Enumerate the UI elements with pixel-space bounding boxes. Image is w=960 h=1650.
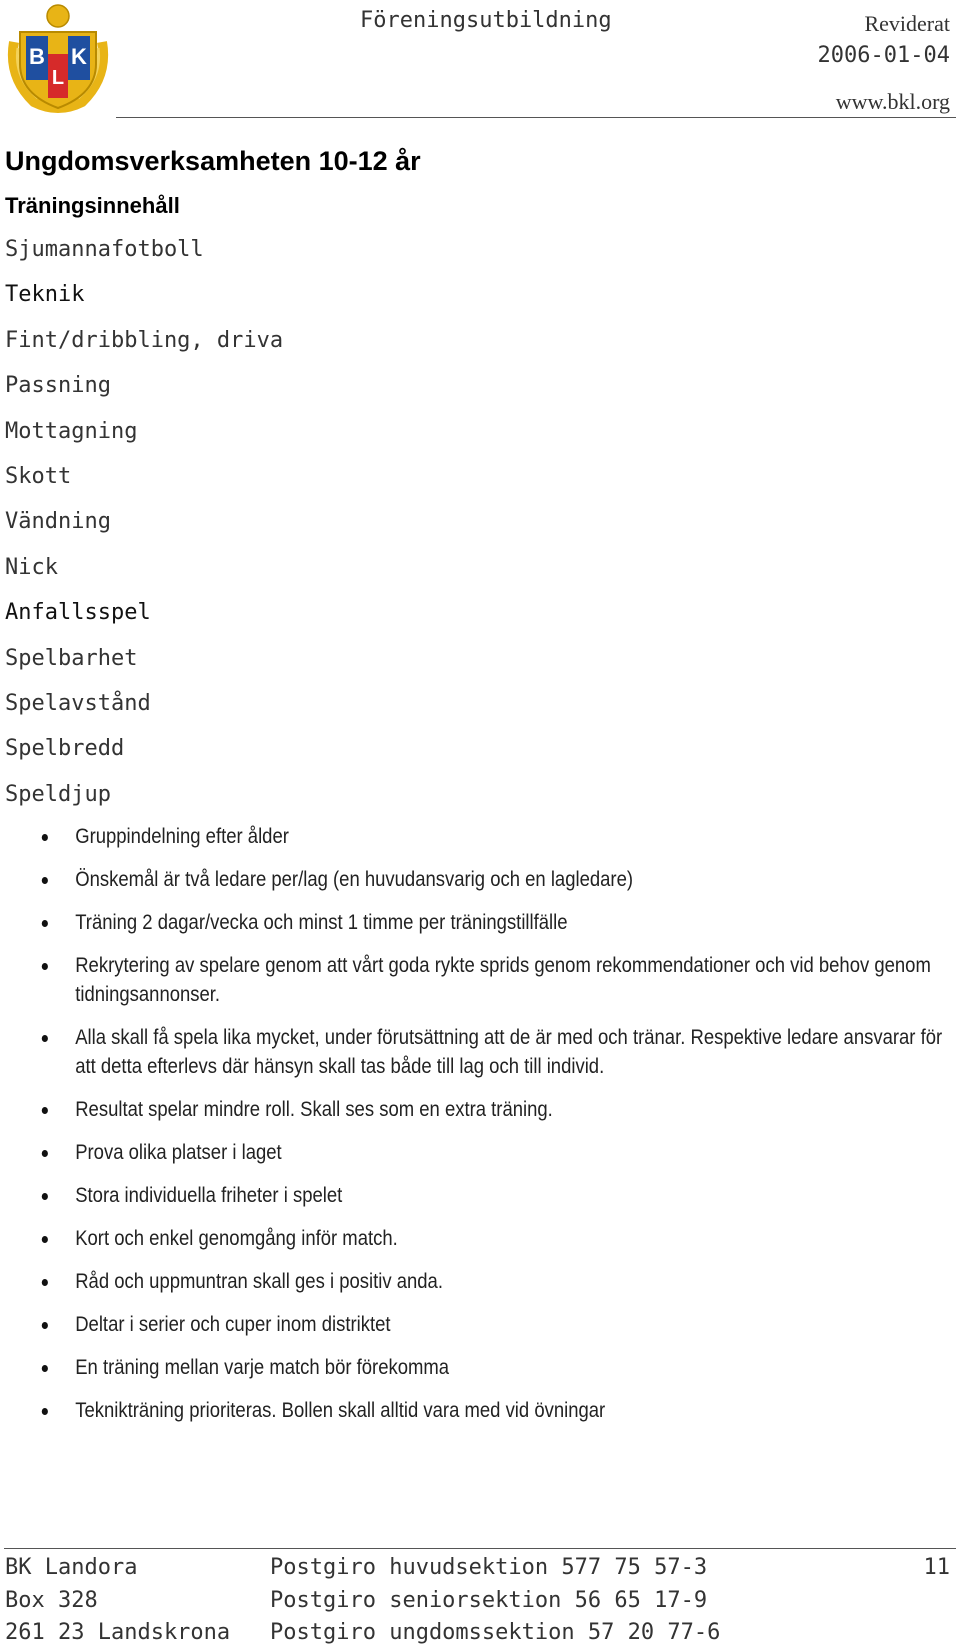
content-line: Speldjup xyxy=(5,781,111,807)
bullet-item: Träning 2 dagar/vecka och minst 1 timme per träningstillfälle xyxy=(40,908,955,937)
content-line: Skott xyxy=(5,463,72,489)
content-line: Sjumannafotboll xyxy=(5,237,204,262)
footer-line: Postgiro ungdomssektion 57 20 77-6 xyxy=(270,1620,721,1645)
footer-postgiro xyxy=(270,1552,720,1650)
bullet-item: Önskemål är två ledare per/lag (en huvudansvarig och en lagledare) xyxy=(40,865,955,894)
footer-line: Postgiro seniorsektion 56 65 17-9 xyxy=(270,1587,708,1613)
footer-line: BK Landora xyxy=(5,1555,138,1580)
content-line: Spelbarhet xyxy=(5,645,138,671)
logo-letter-b: B xyxy=(29,44,45,69)
bullet-item: En träning mellan varje match bör förekomma xyxy=(40,1353,955,1382)
revised-date: 2006-01-04 xyxy=(817,43,950,68)
content-line: Mottagning xyxy=(5,418,138,444)
bullet-item: Prova olika platser i laget xyxy=(40,1138,955,1167)
footer-divider xyxy=(4,1548,956,1549)
page-title: Ungdomsverksamheten 10-12 år xyxy=(5,146,421,176)
bullet-item: Gruppindelning efter ålder xyxy=(40,822,955,851)
guidelines-bullet-list xyxy=(40,822,943,1439)
content-line: Spelavstånd xyxy=(5,690,151,716)
bullet-item: Rekrytering av spelare genom att vårt goda rykte sprids genom rekommendationer och vid behov genom tidningsannonser. xyxy=(40,951,955,1009)
header-meta xyxy=(818,8,950,118)
bullet-item: Teknikträning prioriteras. Bollen skall alltid vara med vid övningar xyxy=(40,1396,955,1425)
bullet-item: Deltar i serier och cuper inom distriktet xyxy=(40,1310,955,1339)
header-divider xyxy=(116,117,956,118)
logo-letter-k: K xyxy=(71,44,87,69)
content-line: Passning xyxy=(5,373,111,399)
bullet-item: Alla skall få spela lika mycket, under förutsättning att de är med och tränar. Respektive ledare ansvarar för att detta efterlevs där hänsyn skall tas både till lag och till individ. xyxy=(40,1023,955,1081)
content-line: Anfallsspel xyxy=(5,600,151,626)
content-line: Vändning xyxy=(5,509,111,535)
footer-line: Box 328 xyxy=(5,1587,98,1613)
content-line: Fint/dribbling, driva xyxy=(5,327,284,353)
section-subtitle: Träningsinnehåll xyxy=(5,193,180,218)
page-number: 11 xyxy=(923,1555,950,1580)
club-logo xyxy=(4,2,112,116)
training-content-list xyxy=(5,232,283,822)
logo-letter-l: L xyxy=(51,67,65,89)
revised-label: Reviderat xyxy=(864,11,950,36)
content-line: Teknik xyxy=(5,282,85,308)
bullet-item: Stora individuella friheter i spelet xyxy=(40,1181,955,1210)
bullet-item: Resultat spelar mindre roll. Skall ses som en extra träning. xyxy=(40,1095,955,1124)
footer-line: Postgiro huvudsektion 577 75 57-3 xyxy=(270,1555,708,1580)
bullet-item: Kort och enkel genomgång inför match. xyxy=(40,1224,955,1253)
website-url: www.bkl.org xyxy=(835,89,950,114)
content-line: Spelbredd xyxy=(5,736,125,762)
header-title: Föreningsutbildning xyxy=(360,8,612,33)
footer-address xyxy=(5,1552,230,1650)
bullet-item: Råd och uppmuntran skall ges i positiv anda. xyxy=(40,1267,955,1296)
footer-line: 261 23 Landskrona xyxy=(5,1620,231,1645)
content-line: Nick xyxy=(5,554,58,580)
